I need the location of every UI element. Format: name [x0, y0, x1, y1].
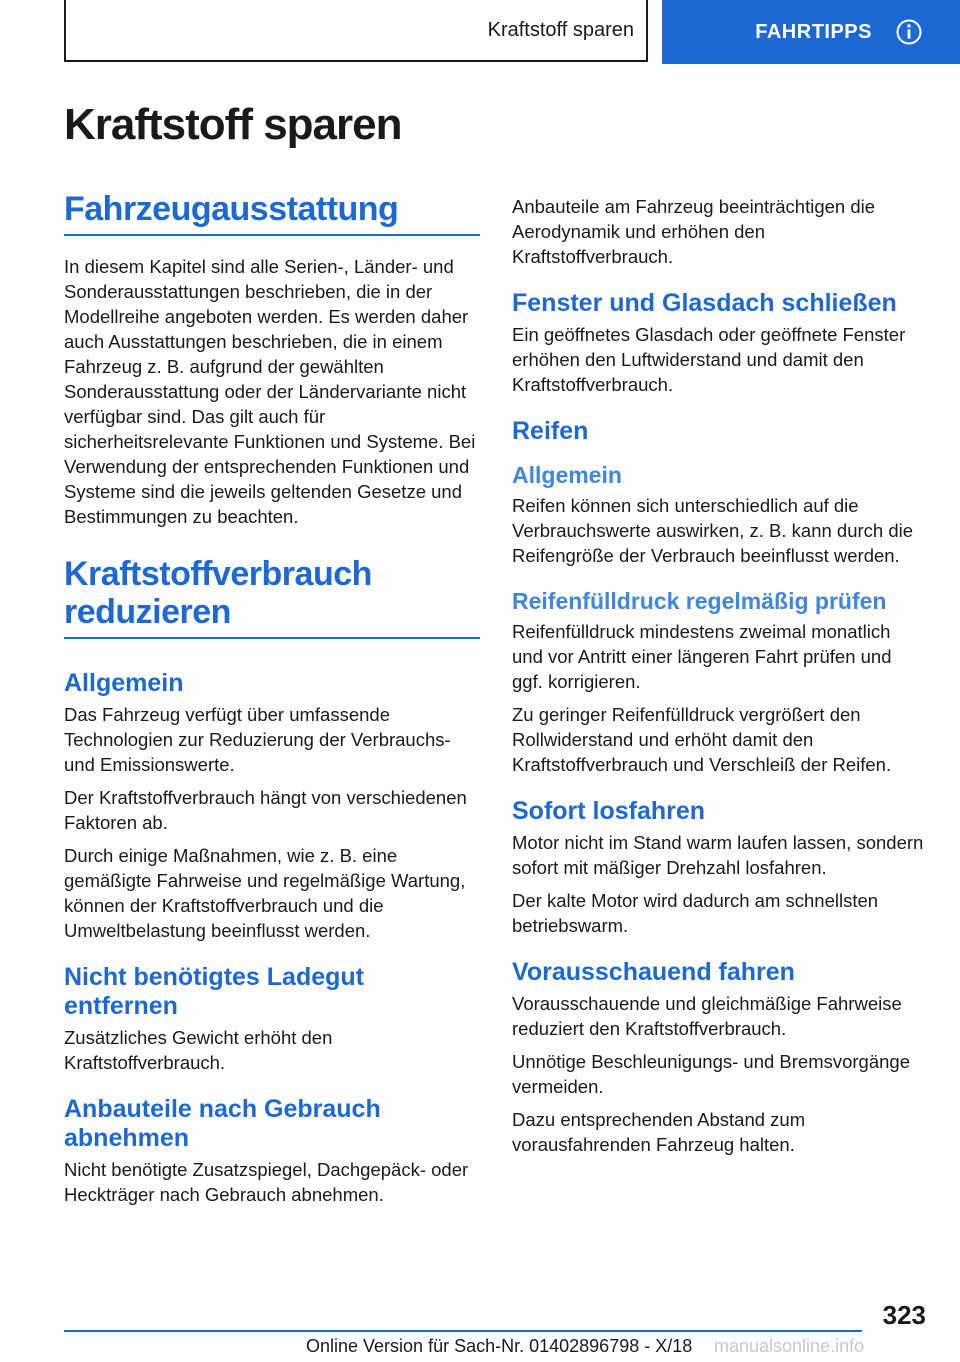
heading-fahrzeugausstattung: Fahrzeugausstattung: [64, 190, 399, 228]
paragraph-ladegut: Zusätzliches Gewicht erhöht den Kraftstoffverbrauch.: [64, 1027, 333, 1073]
paragraph-anbauteile: Nicht benötigte Zusatzspiegel, Dachgepäck- oder Heckträger nach Gebrauch abnehmen.: [64, 1159, 469, 1205]
paragraph-reifen-allgemein: Reifen können sich unterschiedlich auf die Verbrauchswerte auswirken, z. B. kann durch die Reifengröße der Verbrauch beeinflusst werden.: [512, 495, 914, 566]
heading-reifen: Reifen: [512, 417, 589, 445]
heading-verbrauch-line1: Kraftstoffverbrauch: [64, 555, 372, 593]
section-tab: [64, 0, 648, 62]
paragraph-voraus-3: Dazu entsprechenden Abstand zum vorausfahrenden Fahrzeug halten.: [512, 1109, 806, 1155]
heading-ladegut: Nicht benötigtes Ladegut entfernen: [64, 963, 364, 1020]
heading-fenster: Fenster und Glasdach schließen: [512, 289, 897, 317]
heading-reifen-allgemein: Allgemein: [512, 462, 622, 488]
heading-allgemein: Allgemein: [64, 669, 184, 697]
online-version-note: Online Version für Sach-Nr. 01402896798 - X/18: [306, 1336, 693, 1356]
paragraph-allgemein-1: Das Fahrzeug verfügt über umfassende Technologien zur Reduzierung der Verbrauchs- und Emissionswerte.: [64, 704, 451, 775]
right-column: [512, 194, 926, 1165]
left-column: [64, 190, 480, 1215]
info-icon[interactable]: [896, 19, 922, 45]
section-heading-fahrzeugausstattung: [64, 190, 480, 236]
paragraph-allgemein-2: Der Kraftstoffverbrauch hängt von verschiedenen Faktoren ab.: [64, 787, 467, 833]
chapter-tab[interactable]: [662, 0, 960, 64]
page-title: Kraftstoff sparen: [64, 100, 402, 149]
paragraph-reifenfuelldruck-1: Reifenfülldruck mindestens zweimal monatlich und vor Antritt einer längeren Fahrt prüfen und ggf. korrigieren.: [512, 621, 892, 692]
chapter-label: FAHRTIPPS: [755, 20, 872, 43]
heading-anbauteile: Anbauteile nach Gebrauch abnehmen: [64, 1095, 381, 1152]
paragraph-sofort-1: Motor nicht im Stand warm laufen lassen, sondern sofort mit mäßiger Drehzahl losfahren.: [512, 832, 924, 878]
page-number: 323: [882, 1300, 926, 1330]
paragraph-voraus-1: Vorausschauende und gleichmäßige Fahrweise reduziert den Kraftstoffverbrauch.: [512, 993, 902, 1039]
paragraph-voraus-2: Unnötige Beschleunigungs- und Bremsvorgänge vermeiden.: [512, 1051, 911, 1097]
paragraph-fahrzeugausstattung: In diesem Kapitel sind alle Serien-, Länder- und Sonderausstattungen beschrieben, die in der Modellreihe angeboten werden. Es werden daher auch Ausstattungen beschrieben, die in einem Fahrzeug z. B. aufgrund der gewählten Sonderausstattung oder der Ländervariante nicht verfügbar sind. Das gilt auch für sicherheitsrelevante Funktionen und Systeme. Bei Verwendung der entsprechenden Funktionen und Systeme sind die jeweils geltenden Gesetze und Bestimmungen zu beachten.: [64, 256, 476, 527]
heading-vorausschauend: Vorausschauend fahren: [512, 958, 795, 986]
watermark: manualsonline.info: [714, 1336, 865, 1356]
footer-divider: [64, 1330, 862, 1332]
paragraph-anbauteile-cont: Anbauteile am Fahrzeug beeinträchtigen die Aerodynamik und erhöhen den Kraftstoffverbrauch.: [512, 196, 876, 267]
paragraph-fenster: Ein geöffnetes Glasdach oder geöffnete Fenster erhöhen den Luftwiderstand und damit den Kraftstoffverbrauch.: [512, 324, 906, 395]
paragraph-allgemein-3: Durch einige Maßnahmen, wie z. B. eine gemäßigte Fahrweise und regelmäßige Wartung, können der Kraftstoffverbrauch und die Umweltbelastung beeinflusst werden.: [64, 845, 466, 941]
paragraph-sofort-2: Der kalte Motor wird dadurch am schnellsten betriebswarm.: [512, 890, 879, 936]
heading-reifenfuelldruck: Reifenfülldruck regelmäßig prüfen: [512, 588, 887, 614]
heading-verbrauch-line2: reduzieren: [64, 593, 231, 631]
section-heading-verbrauch: [64, 555, 480, 639]
heading-sofort-losfahren: Sofort losfahren: [512, 797, 706, 825]
paragraph-reifenfuelldruck-2: Zu geringer Reifenfülldruck vergrößert den Rollwiderstand und erhöht damit den Kraftstoffverbrauch und Verschleiß der Reifen.: [512, 704, 892, 775]
section-label: Kraftstoff sparen: [487, 18, 634, 41]
